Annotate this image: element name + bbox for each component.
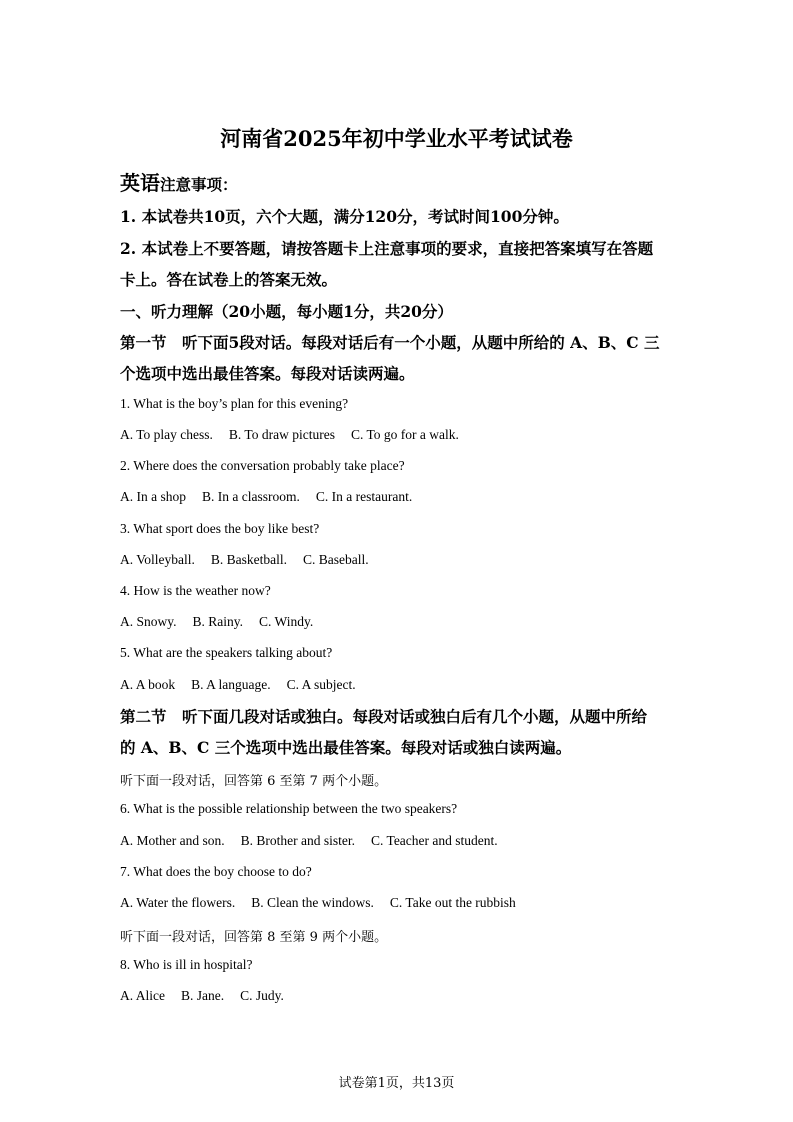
question-3: 3. What sport does the boy like best? xyxy=(120,521,320,536)
question-1: 1. What is the boy’s plan for this evening? xyxy=(120,396,349,411)
subject-notice-line xyxy=(120,167,238,196)
option-c: C. Windy. xyxy=(259,614,314,629)
section2-instruction-1: 第二节 听下面几段对话或独白。每段对话或独白后有几个小题，从题中所给 xyxy=(120,707,648,726)
option-c: C. In a restaurant. xyxy=(315,489,413,504)
notice-2-cont: 卡上。答在试卷上的答案无效。 xyxy=(120,270,338,289)
option-c: C. To go for a walk. xyxy=(350,427,459,442)
option-a: A. Volleyball. xyxy=(120,552,195,567)
options-4 xyxy=(120,614,313,630)
option-c: C. Take out the rubbish xyxy=(389,895,516,910)
notice-1: 1. 本试卷共10页，六个大题，满分120分，考试时间100分钟。 xyxy=(120,207,569,226)
question-4: 4. How is the weather now? xyxy=(120,583,271,598)
part1-heading: 一、听力理解（20小题，每小题1分，共20分） xyxy=(120,302,453,321)
option-b: B. In a classroom. xyxy=(202,489,300,504)
option-a: A. Alice xyxy=(120,988,165,1003)
option-c: C. Teacher and student. xyxy=(371,833,498,848)
option-b: B. To draw pictures xyxy=(228,427,335,442)
options-7 xyxy=(120,895,516,911)
question-5: 5. What are the speakers talking about? xyxy=(120,645,333,660)
options-5 xyxy=(120,677,356,693)
intro-8-9: 听下面一段对话，回答第 8 至第 9 两个小题。 xyxy=(120,930,388,945)
question-8: 8. Who is ill in hospital? xyxy=(120,957,253,972)
question-2: 2. Where does the conversation probably take place? xyxy=(120,458,405,473)
section1-instruction-1: 第一节 听下面5段对话。每段对话后有一个小题，从题中所给的 A、B、C 三 xyxy=(120,333,660,352)
question-7: 7. What does the boy choose to do? xyxy=(120,864,312,879)
page-footer: 试卷第1页，共13页 xyxy=(338,1076,455,1091)
option-b: B. Clean the windows. xyxy=(251,895,374,910)
option-c: C. Baseball. xyxy=(303,552,369,567)
options-1 xyxy=(120,427,459,443)
options-8 xyxy=(120,988,284,1004)
option-b: B. Basketball. xyxy=(210,552,288,567)
notice-heading: 注意事项： xyxy=(160,175,238,194)
option-b: B. Jane. xyxy=(181,988,225,1003)
section1-instruction-2: 个选项中选出最佳答案。每段对话读两遍。 xyxy=(120,364,415,383)
option-a: A. In a shop xyxy=(120,489,186,504)
option-a: A. A book xyxy=(120,677,176,692)
option-b: B. A language. xyxy=(191,677,271,692)
option-b: B. Rainy. xyxy=(192,614,244,629)
exam-title: 河南省2025年初中学业水平考试试卷 xyxy=(220,126,573,151)
option-a: A. Mother and son. xyxy=(120,833,225,848)
options-2 xyxy=(120,489,412,505)
option-a: A. Water the flowers. xyxy=(120,895,236,910)
question-6: 6. What is the possible relationship between the two speakers? xyxy=(120,801,458,816)
option-a: A. Snowy. xyxy=(120,614,177,629)
section2-instruction-2: 的 A、B、C 三个选项中选出最佳答案。每段对话或独白读两遍。 xyxy=(120,738,572,757)
option-a: A. To play chess. xyxy=(120,427,213,442)
option-c: C. Judy. xyxy=(240,988,284,1003)
option-b: B. Brother and sister. xyxy=(240,833,355,848)
subject-label: 英语 xyxy=(120,171,160,195)
intro-6-7: 听下面一段对话，回答第 6 至第 7 两个小题。 xyxy=(120,774,388,789)
notice-2: 2. 本试卷上不要答题，请按答题卡上注意事项的要求，直接把答案填写在答题 xyxy=(120,239,654,258)
option-c: C. A subject. xyxy=(286,677,356,692)
options-3 xyxy=(120,552,369,568)
options-6 xyxy=(120,833,498,849)
